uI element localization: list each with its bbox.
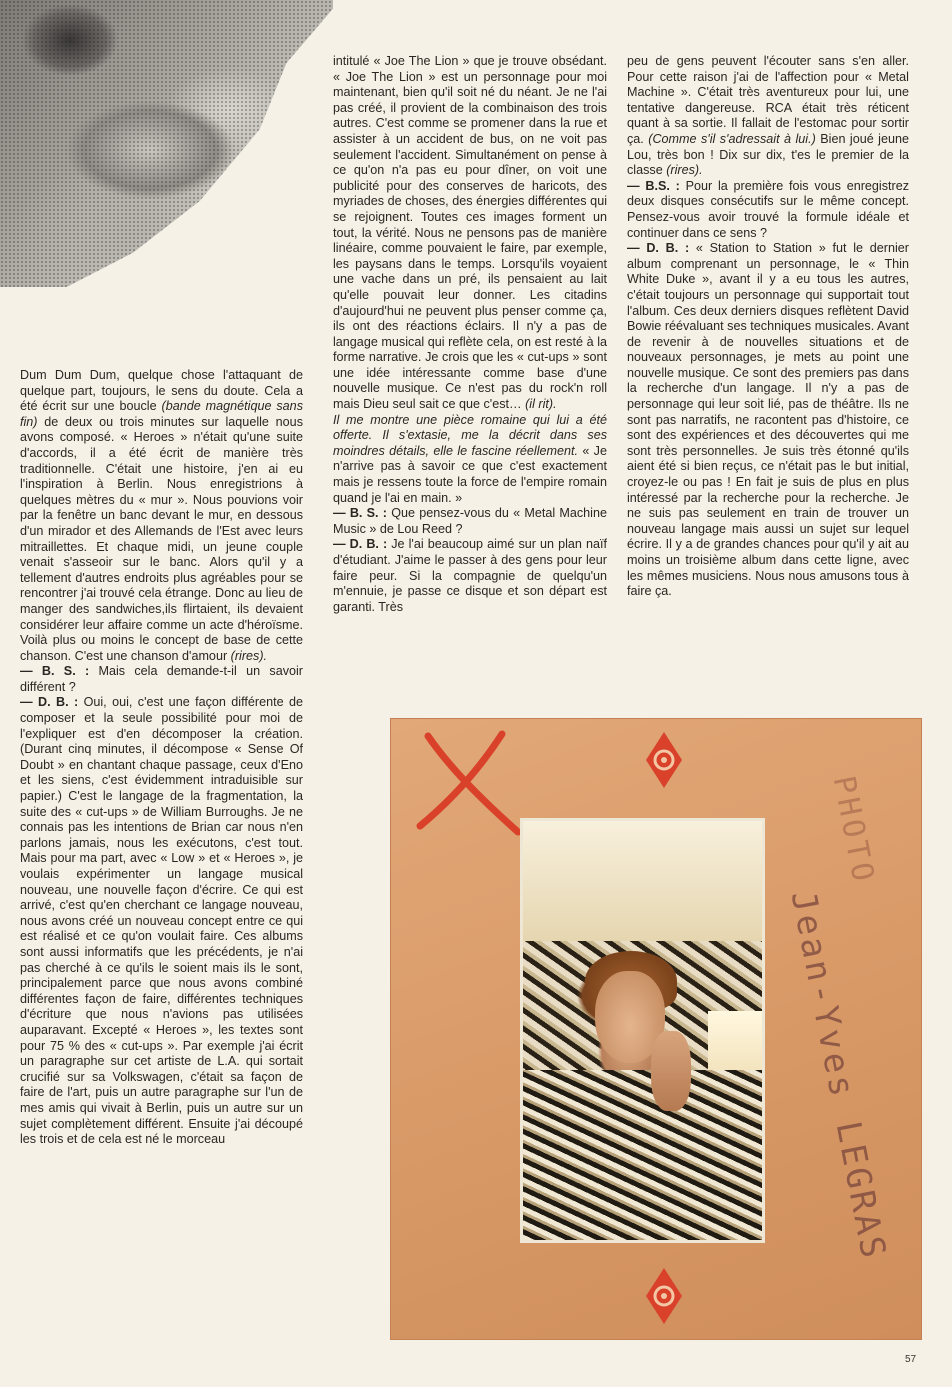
photo-credit-stamp: PHOTO bbox=[825, 773, 882, 888]
article-column-1 bbox=[20, 368, 303, 1148]
slide-emblem-bottom-icon bbox=[642, 1266, 686, 1326]
article-column-3 bbox=[627, 54, 909, 600]
article-column-2 bbox=[333, 54, 607, 615]
answer-metal-machine: — D. B. : Je l'ai beaucoup aimé sur un plan naïf d'étudiant. J'aime le passer à des gens pour leur faire peur. Si la compagnie de quelqu'un m'ennuie, je passe ce disque et son départ est garanti. Très bbox=[333, 537, 607, 614]
question-savoir: — B. S. : Mais cela demande-t-il un savoir différent ? bbox=[20, 664, 303, 694]
photo-striped-shirt bbox=[523, 1070, 762, 1240]
red-x-mark-icon bbox=[410, 728, 530, 838]
slide-emblem-top-icon bbox=[642, 730, 686, 790]
paragraph-roman-coin: Il me montre une pièce romaine qui lui a été offerte. Il s'extasie, me la décrit dans ses moindres détails, elle le fascine réellement. « Je n'arrive pas à savoir ce que c'est exactement mais je ressens toute la force de l'empire romain quand je l'ai en main. » bbox=[333, 412, 607, 505]
paragraph-lou-reed: peu de gens peuvent l'écouter sans s'en aller. Pour cette raison j'ai de l'affection pour « Metal Machine ». C'était très aventureux pour lui, une tentative dangereuse. RCA était très réticent quant à sa sortie. Il fallait de l'estomac pour sortir ça. (Comme s'il s'adressait à lui.) Bien joué jeune Lou, très bon ! Dix sur dix, t'es le premier de la classe (rires). bbox=[627, 54, 909, 178]
question-concept: — B.S. : Pour la première fois vous enregistrez deux disques consécutifs sur le même concept. Pensez-vous avoir trouvé la formule idéale et continuer dans ce sens ? bbox=[627, 178, 909, 240]
answer-station-to-station: — D. B. : « Station to Station » fut le dernier album comprenant un personnage, le « Thin White Duke », avant il y a eu tous les autres, c'était toujours un personnage qui supportait tout l'album. Ces deux derniers disques reflètent David Bowie réévaluant ses techniques musicales. Avant de revenir à de nouvelles situations et de nouveaux personnages, je mets au point une nouvelle musique. Ce sont des premiers pas dans la recherche d'un langage. Il n'y a pas de personnage qui leur soit lié, pas de théâtre. Ils ne sont pas narratifs, ne racontent pas d'histoire, ce sont des expériences et des découvertes qui me sont très personnelles. Je suis très étonné qu'ils aient été si bien reçus, ce n'était pas le but initial, croyez-le ou pas ! En fait je suis de plus en plus intéressé par la recherche pour la recherche. Je ne suis pas seulement en train de trouver un nouveau langage mais aussi un sujet sur lequel écrire. Il y a de grandes chances pour qu'il y ait au moins un troisième album dans cette ligne, avec les mêmes musiciens. Nous nous amusons tous à faire ça. bbox=[627, 241, 909, 599]
answer-composition: — D. B. : Oui, oui, c'est une façon différente de composer et la seule possibilité pour moi de l'expliquer est d'en décomposer la création. (Durant cinq minutes, il décompose « Sense Of Doubt » en chantant chaque passage, ceux d'Eno et les siens, c'est évidemment intraduisible sur papier.) C'est le langage de la fragmentation, la suite des « cut-ups » de William Burroughs. Je ne connais pas les intentions de Brian car nous n'en parlons jamais, nous les exécutons, c'est tout. Mais pour ma part, avec « Low » et « Heroes », je voulais expérimenter un langage musical nouveau, une nouvelle façon d'écrire. Ce qui est arrivé, c'est qu'en cherchant ce langage nouveau, nous avons créé un nouveau concept entre ce qui est réalisé et ce qu'on voulait faire. Ces albums sont aussi informatifs que les précédents, je n'ai pas cherché à ce qu'ils le soient mais ils le sont, principalement parce que nous avons combiné différentes façon de faire, différentes techniques d'écriture que nous n'avions pas utilisées auparavant. Excepté « Heroes », les textes sont pour 75 % des « cut-ups ». Par exemple j'ai écrit un paragraphe sur cet artiste de L.A. qui sortait crucifié sur sa Volkswagen, c'était sa façon de faire de l'art, puis un autre paragraphe sur l'un de mes amis qui vivait à Berlin, puis un autre sur un sujet complètement différent. Ensuite j'ai découpé les trois et de cela est né le morceau bbox=[20, 695, 303, 1147]
slide-photo-window bbox=[520, 818, 765, 1243]
halftone-portrait-photo bbox=[0, 0, 333, 287]
photo-credit-name: Jean-Yves LEGRAS bbox=[782, 887, 894, 1264]
page-number: 57 bbox=[905, 1354, 917, 1365]
photo-slide-mount bbox=[390, 718, 922, 1340]
question-metal-machine: — B. S. : Que pensez-vous du « Metal Machine Music » de Lou Reed ? bbox=[333, 506, 607, 536]
photo-hand bbox=[651, 1031, 691, 1111]
paragraph-joe-the-lion: intitulé « Joe The Lion » que je trouve obsédant. « Joe The Lion » est un personnage pour moi maintenant, bien qu'il soit né du néant. Je ne l'ai pas créé, il provient de la combinaison des trois autres. C'est comme se promener dans la rue et assister à un accident de bus, on ne voit pas seulement l'accident. Simultanément on pense à ce qu'on n'a pas eu pour dîner, on voit une publicité pour des conserves de haricots, des myriades de choses, des énergies différentes qui se rejoignent. Toutes ces images forment un tout, la vérité. Nous ne pensons pas de manière linéaire, comme pouvaient le faire, par exemple, les paysans dans le temps. Lorsqu'ils voyaient une vache dans un pré, ils pensaient au lait qu'elle pouvait leur donner. Les citadins d'aujourd'hui ne peuvent plus penser comme ça, ils ont des réactions éclairs. Il n'y a pas de langage musical qui reflète cela, on est resté à la forme narrative. Je crois que les « cut-ups » sont une idée intéressante comme base d'une nouvelle musique. Ce n'est pas du rock'n roll mais Dieu seul sait ce que c'est… (il rit). bbox=[333, 54, 607, 412]
paragraph-heroes: Dum Dum Dum, quelque chose l'attaquant de quelque part, toujours, le sens du doute. Cela a été écrit sur une boucle (bande magnétique sans fin) de deux ou trois minutes sur laquelle nous avons composé. « Heroes » n'était qu'une suite d'accords, il a été écrit de manière très traditionnelle. C'était une histoire, j'en ai eu l'inspiration à Berlin. Nous enregistrions à quelques mètres du « mur ». Nous pouvions voir par la fenêtre un banc devant le mur, en dessous d'un mirador et des Allemands de l'Est avec leurs mitraillettes. Et chaque midi, un jeune couple venait s'asseoir sur le banc. Alors qu'il y a tellement d'autres endroits plus agréables pour se rencontrer j'ai trouvé cela étrange. Donc au lieu de manger des sandwiches,ils flirtaient, ils devaient considérer leur affaire comme un acte d'héroïsme. Voilà plus ou moins le concept de base de cette chanson. C'est une chanson d'amour (rires). bbox=[20, 368, 303, 663]
photo-wall bbox=[523, 821, 762, 941]
